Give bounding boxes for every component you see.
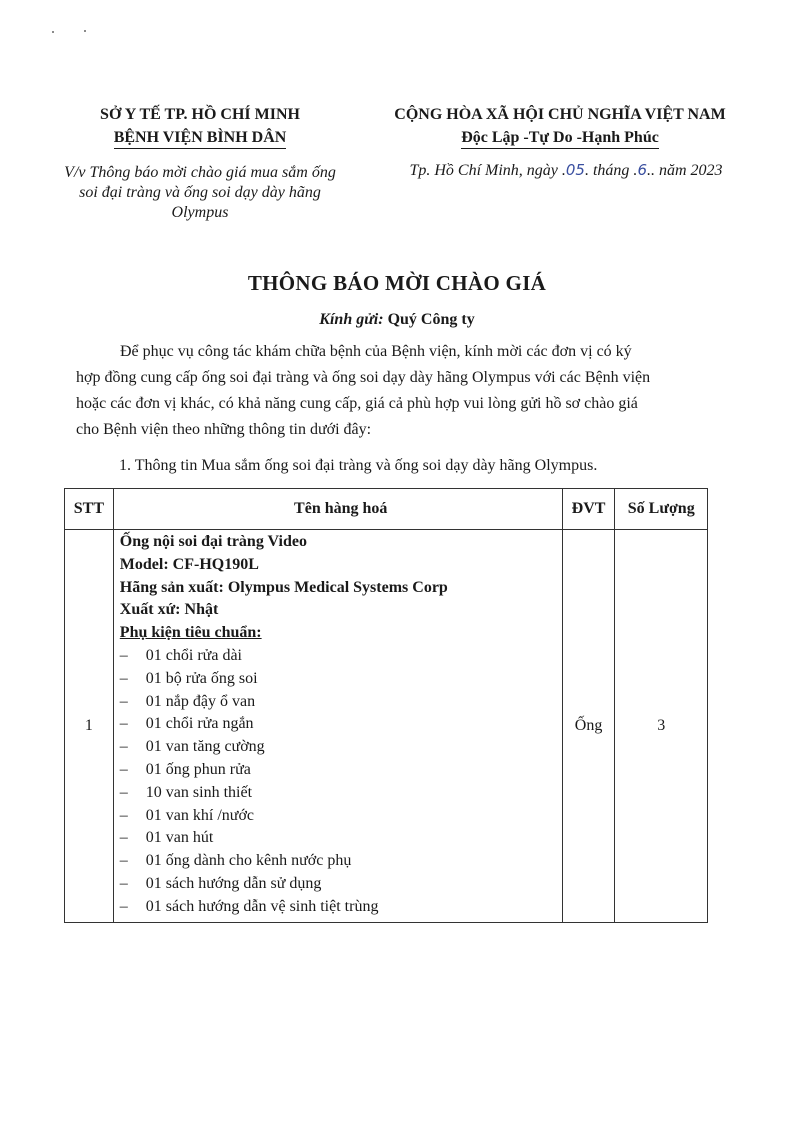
date-line: [376, 160, 756, 181]
accessories-heading: Phụ kiện tiêu chuẩn:: [119, 624, 262, 642]
body-line: hoặc các đơn vị khác, có khả năng cung cấp, giá cả phù hợp vui lòng gửi hồ sơ chào giá: [76, 395, 638, 412]
accessory-label: 01 ống dành cho kênh nước phụ: [145, 852, 352, 870]
accessory-item: [120, 805, 562, 828]
issuer-hospital: BỆNH VIỆN BÌNH DÂN: [114, 127, 287, 149]
body-paragraph: [76, 339, 706, 443]
body-line: cho Bệnh viện theo những thông tin dưới đây:: [76, 421, 372, 438]
dash-bullet: –: [119, 783, 128, 801]
scan-speck: [52, 31, 54, 33]
dash-bullet: –: [119, 829, 128, 847]
greeting-label: Kính gửi:: [319, 311, 384, 328]
accessory-item: [120, 827, 562, 850]
accessory-item: [120, 691, 562, 714]
accessory-label: 01 nắp đậy ổ van: [145, 692, 256, 710]
cell-name: [113, 530, 562, 923]
accessory-item: [120, 873, 562, 896]
dash-bullet: –: [119, 897, 128, 915]
national-motto: Độc Lập -Tự Do -Hạnh Phúc: [461, 127, 659, 149]
date-mid: . tháng .: [584, 162, 638, 179]
accessory-item: [120, 713, 562, 736]
accessory-label: 01 van hút: [145, 829, 214, 847]
subject-line: soi đại tràng và ống soi dạy dày hãng: [79, 184, 321, 201]
accessory-item: [120, 736, 562, 759]
body-line: Để phục vụ công tác khám chữa bệnh của Bệnh viện, kính mời các đơn vị có ký: [120, 343, 632, 360]
dash-bullet: –: [119, 852, 128, 870]
cell-unit: Ống: [562, 530, 615, 923]
accessory-label: 01 ống phun rửa: [145, 760, 251, 778]
accessory-item: [120, 850, 562, 873]
document-title: THÔNG BÁO MỜI CHÀO GIÁ: [247, 271, 547, 295]
greeting: [0, 311, 794, 329]
product-name: Ống nội soi đại tràng Video: [119, 533, 307, 550]
accessory-item: [120, 782, 562, 805]
body-line: hợp đồng cung cấp ống soi đại tràng và ống soi dạy dày hãng Olympus với các Bệnh viện: [76, 369, 651, 386]
document-subject: [50, 163, 350, 223]
issuer-header: [50, 103, 350, 149]
accessory-label: 01 sách hướng dẫn vệ sinh tiệt trùng: [145, 897, 379, 915]
dash-bullet: –: [119, 806, 128, 824]
subject-line: V/v Thông báo mời chào giá mua sắm ống: [64, 164, 336, 181]
date-day: 05: [565, 161, 585, 179]
cell-qty: 3: [615, 530, 708, 923]
dash-bullet: –: [119, 692, 128, 710]
dash-bullet: –: [119, 874, 128, 892]
accessory-item: [120, 896, 562, 919]
accessory-item: [120, 645, 562, 668]
issuer-department: SỞ Y TẾ TP. HỒ CHÍ MINH: [100, 106, 300, 123]
date-suffix: .. năm 2023: [646, 162, 723, 179]
dash-bullet: –: [119, 760, 128, 778]
header-qty: Số Lượng: [615, 489, 708, 530]
header-unit: ĐVT: [562, 489, 615, 530]
product-origin: Xuất xứ: Nhật: [119, 601, 219, 619]
accessory-item: [120, 759, 562, 782]
dash-bullet: –: [119, 646, 128, 664]
header-stt: STT: [65, 489, 114, 530]
header-name: Tên hàng hoá: [113, 489, 562, 530]
accessory-label: 01 sách hướng dẫn sử dụng: [145, 874, 322, 892]
product-model: Model: CF-HQ190L: [119, 555, 259, 573]
date-month: 6: [637, 161, 647, 179]
goods-table: [64, 488, 708, 923]
dash-bullet: –: [119, 715, 128, 733]
dash-bullet: –: [119, 738, 128, 756]
table-header-row: [65, 489, 708, 530]
table-row: [65, 530, 708, 923]
accessory-label: 01 chổi rửa dài: [145, 646, 242, 664]
product-manufacturer: Hãng sản xuất: Olympus Medical Systems Corp: [119, 578, 448, 596]
accessory-label: 01 van tăng cường: [145, 738, 265, 756]
accessory-item: [120, 668, 562, 691]
national-name: CỘNG HÒA XÃ HỘI CHỦ NGHĨA VIỆT NAM: [394, 106, 726, 123]
accessory-label: 01 chổi rửa ngắn: [145, 715, 254, 733]
accessory-label: 10 van sinh thiết: [145, 783, 253, 801]
accessory-label: 01 van khí /nước: [145, 806, 255, 824]
greeting-recipient: Quý Công ty: [387, 311, 475, 328]
scan-speck: [84, 30, 86, 32]
date-prefix: Tp. Hồ Chí Minh, ngày .: [409, 162, 566, 179]
cell-stt: 1: [65, 530, 114, 923]
accessory-label: 01 bộ rửa ống soi: [145, 669, 258, 687]
dash-bullet: –: [119, 669, 128, 687]
subject-line: Olympus: [171, 204, 229, 221]
national-header: [356, 103, 764, 149]
section-heading: 1. Thông tin Mua sắm ống soi đại tràng và ống soi dạy dày hãng Olympus.: [119, 457, 598, 474]
